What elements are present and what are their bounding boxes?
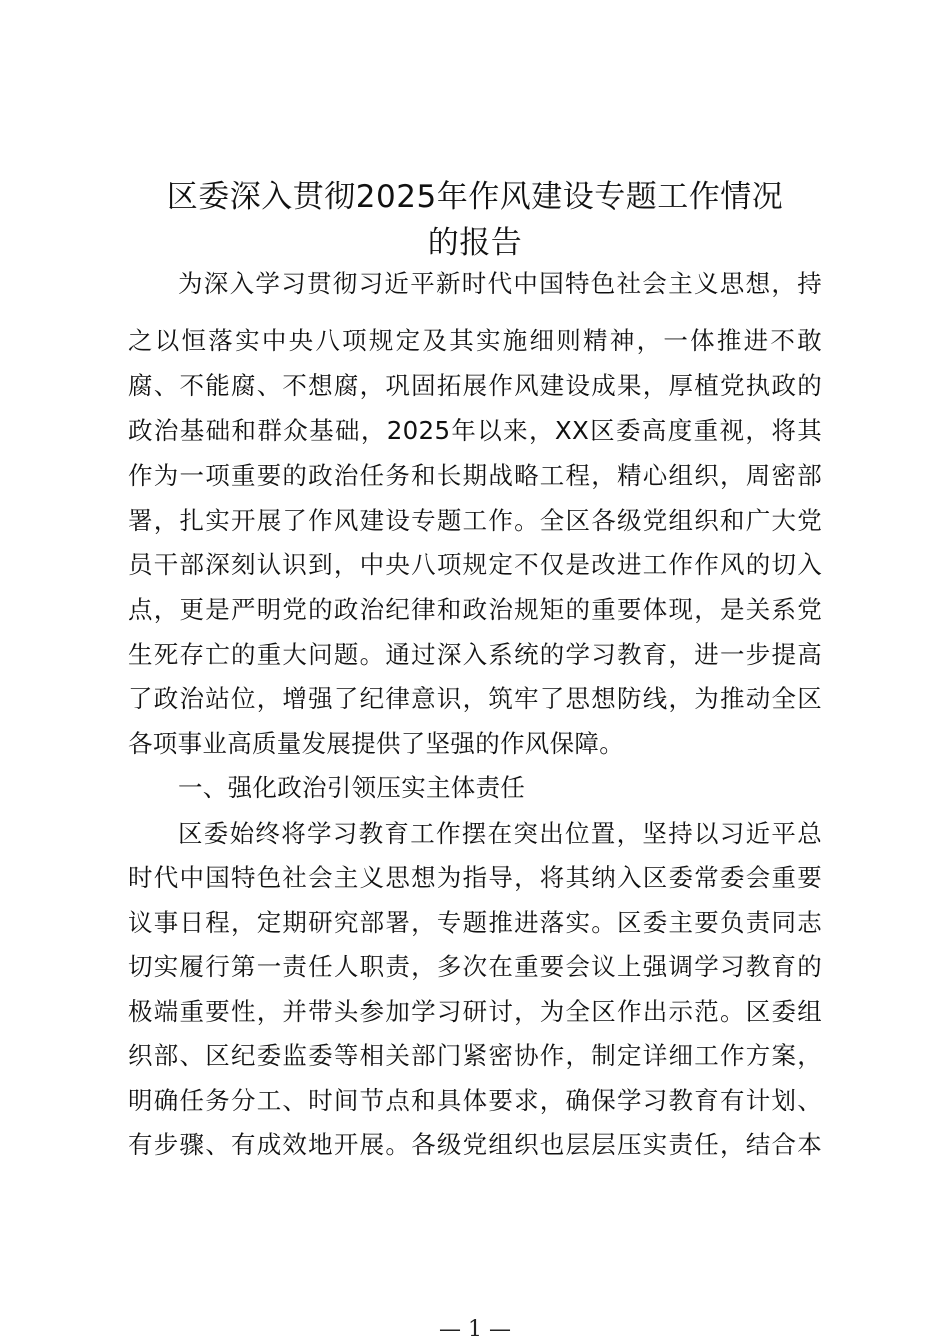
paragraph-line: 织部、区纪委监委等相关部门紧密协作，制定详细工作方案， — [128, 1041, 822, 1070]
section-heading: 一、强化政治引领压实主体责任 — [178, 773, 526, 802]
paragraph-line: 切实履行第一责任人职责，多次在重要会议上强调学习教育的 — [128, 952, 822, 981]
paragraph-line: 时代中国特色社会主义思想为指导，将其纳入区委常委会重要 — [128, 863, 822, 892]
paragraph-line: 为深入学习贯彻习近平新时代中国特色社会主义思想，持 — [178, 269, 822, 298]
paragraph-line: 生死存亡的重大问题。通过深入系统的学习教育，进一步提高 — [128, 640, 822, 669]
paragraph-line: 各项事业高质量发展提供了坚强的作风保障。 — [128, 729, 624, 758]
paragraph-line: 极端重要性，并带头参加学习研讨，为全区作出示范。区委组 — [128, 997, 822, 1026]
paragraph-line: 署，扎实开展了作风建设专题工作。全区各级党组织和广大党 — [128, 506, 822, 535]
page-number: — 1 — — [439, 1317, 511, 1342]
paragraph-line: 议事日程，定期研究部署，专题推进落实。区委主要负责同志 — [128, 908, 822, 937]
paragraph-line: 作为一项重要的政治任务和长期战略工程，精心组织，周密部 — [128, 461, 822, 490]
paragraph-line: 员干部深刻认识到，中央八项规定不仅是改进工作作风的切入 — [128, 550, 822, 579]
paragraph-line: 点，更是严明党的政治纪律和政治规矩的重要体现，是关系党 — [128, 595, 822, 624]
paragraph-line: 政治基础和群众基础，2025年以来，XX区委高度重视，将其 — [128, 416, 822, 445]
paragraph-line: 有步骤、有成效地开展。各级党组织也层层压实责任，结合本 — [128, 1130, 822, 1159]
paragraph-line: 明确任务分工、时间节点和具体要求，确保学习教育有计划、 — [128, 1086, 822, 1115]
document-title-line-2: 的报告 — [427, 225, 523, 261]
paragraph-line: 之以恒落实中央八项规定及其实施细则精神，一体推进不敢 — [128, 326, 822, 355]
paragraph-line: 了政治站位，增强了纪律意识，筑牢了思想防线，为推动全区 — [128, 684, 822, 713]
paragraph-line: 腐、不能腐、不想腐，巩固拓展作风建设成果，厚植党执政的 — [128, 371, 822, 400]
paragraph-line: 区委始终将学习教育工作摆在突出位置，坚持以习近平总 — [178, 819, 822, 848]
document-title-line-1: 区委深入贯彻2025年作风建设专题工作情况 — [166, 179, 784, 215]
